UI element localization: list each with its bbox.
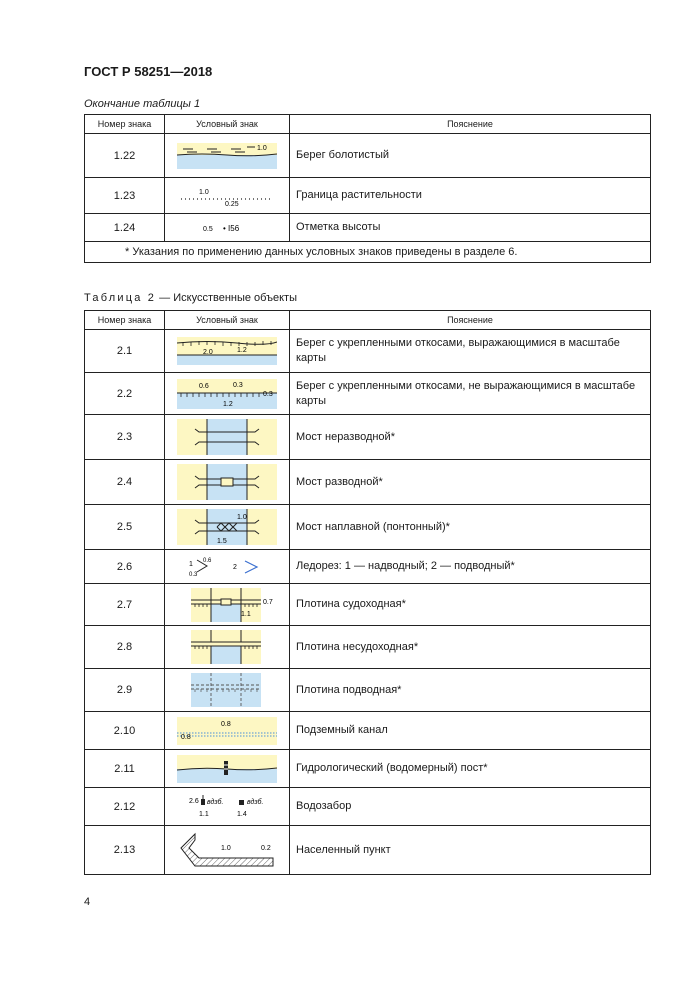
sign-symbol xyxy=(165,626,290,669)
ice-breaker-symbol xyxy=(177,554,277,580)
sign-number: 1.23 xyxy=(85,178,165,214)
sign-number: 2.8 xyxy=(85,626,165,669)
table-row xyxy=(85,626,651,669)
sign-symbol xyxy=(165,178,290,214)
table-row xyxy=(85,712,651,750)
table-row xyxy=(85,415,651,460)
dimension-label: 1.0 xyxy=(257,144,267,152)
dimension-label: 0.6 xyxy=(199,382,209,390)
dimension-label: 0.2 xyxy=(261,845,271,852)
table-row xyxy=(85,505,651,550)
sign-description: Мост разводной* xyxy=(290,460,651,505)
settlement-symbol xyxy=(177,832,277,868)
dimension-label: 0.7 xyxy=(263,598,273,606)
height-value: • I56 xyxy=(223,223,240,233)
dimension-label: 1.1 xyxy=(241,610,251,618)
sign-number: 2.3 xyxy=(85,415,165,460)
sign-description: Плотина подводная* xyxy=(290,669,651,712)
sign-symbol xyxy=(165,669,290,712)
sign-description: Населенный пункт xyxy=(290,826,651,875)
dimension-label: 1.1 xyxy=(199,810,209,818)
dimension-label: 0.25 xyxy=(225,200,239,207)
sign-symbol xyxy=(165,373,290,415)
table-row xyxy=(85,373,651,415)
table-row xyxy=(85,788,651,826)
table-row xyxy=(85,584,651,626)
fixed-bridge-symbol xyxy=(177,419,277,455)
underground-canal-symbol xyxy=(177,717,277,745)
sign-description: Гидрологический (водомерный) пост* xyxy=(290,750,651,788)
table1-caption: Окончание таблицы 1 xyxy=(84,98,201,110)
marsh-shore-symbol xyxy=(177,143,277,169)
sign-number: 2.1 xyxy=(85,330,165,373)
sign-description: Плотина несудоходная* xyxy=(290,626,651,669)
dimension-label: 0.3 xyxy=(233,381,243,389)
column-header-symbol: Условный знак xyxy=(165,115,290,134)
height-mark-symbol xyxy=(177,220,277,236)
sign-symbol xyxy=(165,330,290,373)
dimension-label: 0.8 xyxy=(181,733,191,741)
sign-symbol xyxy=(165,460,290,505)
table1-footnote: * Указания по применению данных условных знаков приведены в разделе 6. xyxy=(85,242,651,263)
table1 xyxy=(84,114,651,263)
sign-number: 2.9 xyxy=(85,669,165,712)
sign-symbol xyxy=(165,750,290,788)
sign-description: Мост неразводной* xyxy=(290,415,651,460)
sign-symbol xyxy=(165,214,290,242)
gauging-station-symbol xyxy=(177,755,277,783)
dimension-label: 1.2 xyxy=(237,347,247,354)
sign-symbol xyxy=(165,505,290,550)
sign-description: Граница растительности xyxy=(290,178,651,214)
table-row xyxy=(85,134,651,178)
sign-symbol xyxy=(165,550,290,584)
sign-symbol xyxy=(165,826,290,875)
table-row xyxy=(85,330,651,373)
column-header-number: Номер знака xyxy=(85,115,165,134)
sign-description: Берег с укрепленными откосами, не выражающимися в масштабе карты xyxy=(290,373,651,415)
table-row xyxy=(85,178,651,214)
sign-number: 2.10 xyxy=(85,712,165,750)
table-row xyxy=(85,750,651,788)
navigable-dam-symbol xyxy=(177,588,277,622)
dimension-label: 1.5 xyxy=(217,538,227,545)
sign-description: Мост наплавной (понтонный)* xyxy=(290,505,651,550)
dimension-label: 0.5 xyxy=(203,225,213,233)
table1-footnote-row xyxy=(85,242,651,263)
sign-number: 1.22 xyxy=(85,134,165,178)
sign-number: 2.13 xyxy=(85,826,165,875)
sign-number: 2.11 xyxy=(85,750,165,788)
reinforced-shore-nonscale-symbol xyxy=(177,379,277,409)
table-row xyxy=(85,550,651,584)
column-header-description: Пояснение xyxy=(290,311,651,330)
non-navigable-dam-symbol xyxy=(177,630,277,664)
water-intake-abbr: вдзб. xyxy=(207,798,224,806)
dimension-label: 1 xyxy=(189,560,193,568)
underwater-dam-symbol xyxy=(177,673,277,707)
water-intake-symbol xyxy=(177,792,277,822)
sign-description: Плотина судоходная* xyxy=(290,584,651,626)
sign-description: Ледорез: 1 — надводный; 2 — подводный* xyxy=(290,550,651,584)
sign-description: Берег с укрепленными откосами, выражающимися в масштабе карты xyxy=(290,330,651,373)
sign-number: 1.24 xyxy=(85,214,165,242)
sign-number: 2.2 xyxy=(85,373,165,415)
sign-number: 2.4 xyxy=(85,460,165,505)
drawbridge-symbol xyxy=(177,464,277,500)
dimension-label: 1.0 xyxy=(221,845,231,852)
vegetation-boundary-symbol xyxy=(177,185,277,207)
sign-symbol xyxy=(165,584,290,626)
table-row xyxy=(85,460,651,505)
standard-number: ГОСТ Р 58251—2018 xyxy=(84,64,213,79)
table-row xyxy=(85,826,651,875)
sign-symbol xyxy=(165,788,290,826)
sign-symbol xyxy=(165,134,290,178)
pontoon-bridge-symbol xyxy=(177,509,277,545)
dimension-label: 2.0 xyxy=(203,349,213,356)
dimension-label: 0.8 xyxy=(221,720,231,728)
page-number: 4 xyxy=(84,896,91,908)
sign-number: 2.7 xyxy=(85,584,165,626)
dimension-label: 2 xyxy=(233,563,237,571)
dimension-label: 0.3 xyxy=(263,390,273,398)
table2-caption: Таблица 2 — Искусственные объекты xyxy=(84,292,297,304)
dimension-label: 0.6 xyxy=(203,557,212,564)
dimension-label: 1.4 xyxy=(237,810,247,818)
dimension-label: 0.3 xyxy=(189,571,198,578)
sign-description: Берег болотистый xyxy=(290,134,651,178)
sign-description: Подземный канал xyxy=(290,712,651,750)
sign-number: 2.5 xyxy=(85,505,165,550)
reinforced-shore-scale-symbol xyxy=(177,337,277,365)
sign-symbol xyxy=(165,415,290,460)
dimension-label: 1.0 xyxy=(199,188,209,196)
table-row xyxy=(85,214,651,242)
table1-header-row xyxy=(85,115,651,134)
dimension-label: 2.6 xyxy=(189,797,199,805)
sign-number: 2.6 xyxy=(85,550,165,584)
column-header-description: Пояснение xyxy=(290,115,651,134)
sign-description: Водозабор xyxy=(290,788,651,826)
column-header-number: Номер знака xyxy=(85,311,165,330)
sign-description: Отметка высоты xyxy=(290,214,651,242)
sign-number: 2.12 xyxy=(85,788,165,826)
table2 xyxy=(84,310,651,875)
dimension-label: 1.2 xyxy=(223,400,233,408)
table-row xyxy=(85,669,651,712)
water-intake-abbr: вдзб. xyxy=(247,798,264,806)
dimension-label: 1.0 xyxy=(237,514,247,521)
sign-symbol xyxy=(165,712,290,750)
table2-header-row xyxy=(85,311,651,330)
column-header-symbol: Условный знак xyxy=(165,311,290,330)
